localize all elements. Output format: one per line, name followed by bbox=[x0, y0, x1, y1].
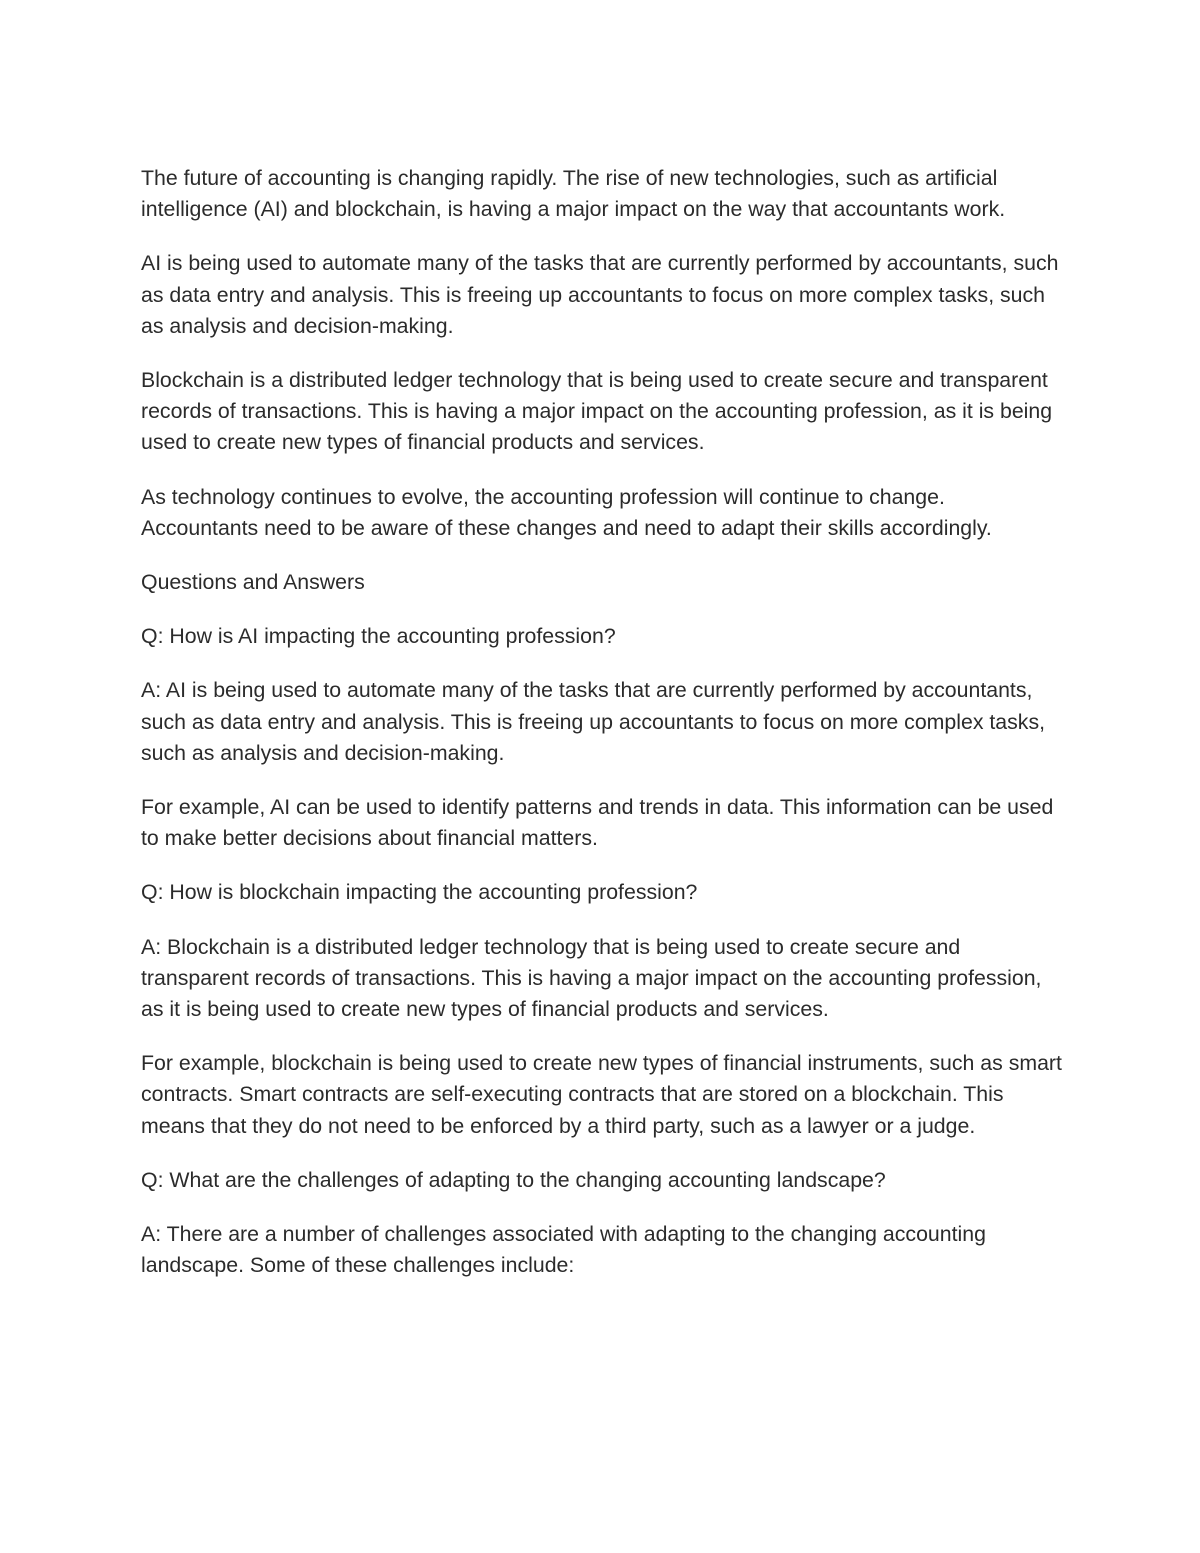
example-blockchain: For example, blockchain is being used to create new types of financial instruments, such as smart contracts. Smart contracts are self-executing contracts that are stored on a blockchain. This means that they do not need to be enforced by a third party, such as a lawyer or a judge. bbox=[141, 1051, 1062, 1138]
document-body bbox=[141, 163, 1066, 1304]
evolution-paragraph: As technology continues to evolve, the accounting profession will continue to change. Accountants need to be aware of these changes and need to adapt their skills accordingly. bbox=[141, 484, 992, 540]
question-challenges: Q: What are the challenges of adapting to the changing accounting landscape? bbox=[141, 1167, 886, 1192]
blockchain-paragraph: Blockchain is a distributed ledger technology that is being used to create secure and transparent records of transactions. This is having a major impact on the accounting profession, as it is being used to create new types of financial products and services. bbox=[141, 368, 1053, 455]
example-ai: For example, AI can be used to identify patterns and trends in data. This information can be used to make better decisions about financial matters. bbox=[141, 795, 1054, 851]
question-blockchain: Q: How is blockchain impacting the accounting profession? bbox=[141, 880, 698, 905]
answer-challenges: A: There are a number of challenges associated with adapting to the changing accounting landscape. Some of these challenges include: bbox=[141, 1222, 986, 1278]
qa-heading: Questions and Answers bbox=[141, 570, 365, 595]
ai-paragraph: AI is being used to automate many of the tasks that are currently performed by accountants, such as data entry and analysis. This is freeing up accountants to focus on more complex tasks, such as analysis and decision-making. bbox=[141, 251, 1059, 338]
answer-ai: A: AI is being used to automate many of the tasks that are currently performed by accountants, such as data entry and analysis. This is freeing up accountants to focus on more complex tasks, such as analysis and decision-making. bbox=[141, 678, 1046, 765]
question-ai: Q: How is AI impacting the accounting profession? bbox=[141, 624, 616, 649]
answer-blockchain: A: Blockchain is a distributed ledger technology that is being used to create secure and transparent records of transactions. This is having a major impact on the accounting profession, as it is being used to create new types of financial products and services. bbox=[141, 934, 1042, 1022]
intro-paragraph: The future of accounting is changing rapidly. The rise of new technologies, such as artificial intelligence (AI) and blockchain, is having a major impact on the way that accountants work. bbox=[141, 166, 1006, 222]
